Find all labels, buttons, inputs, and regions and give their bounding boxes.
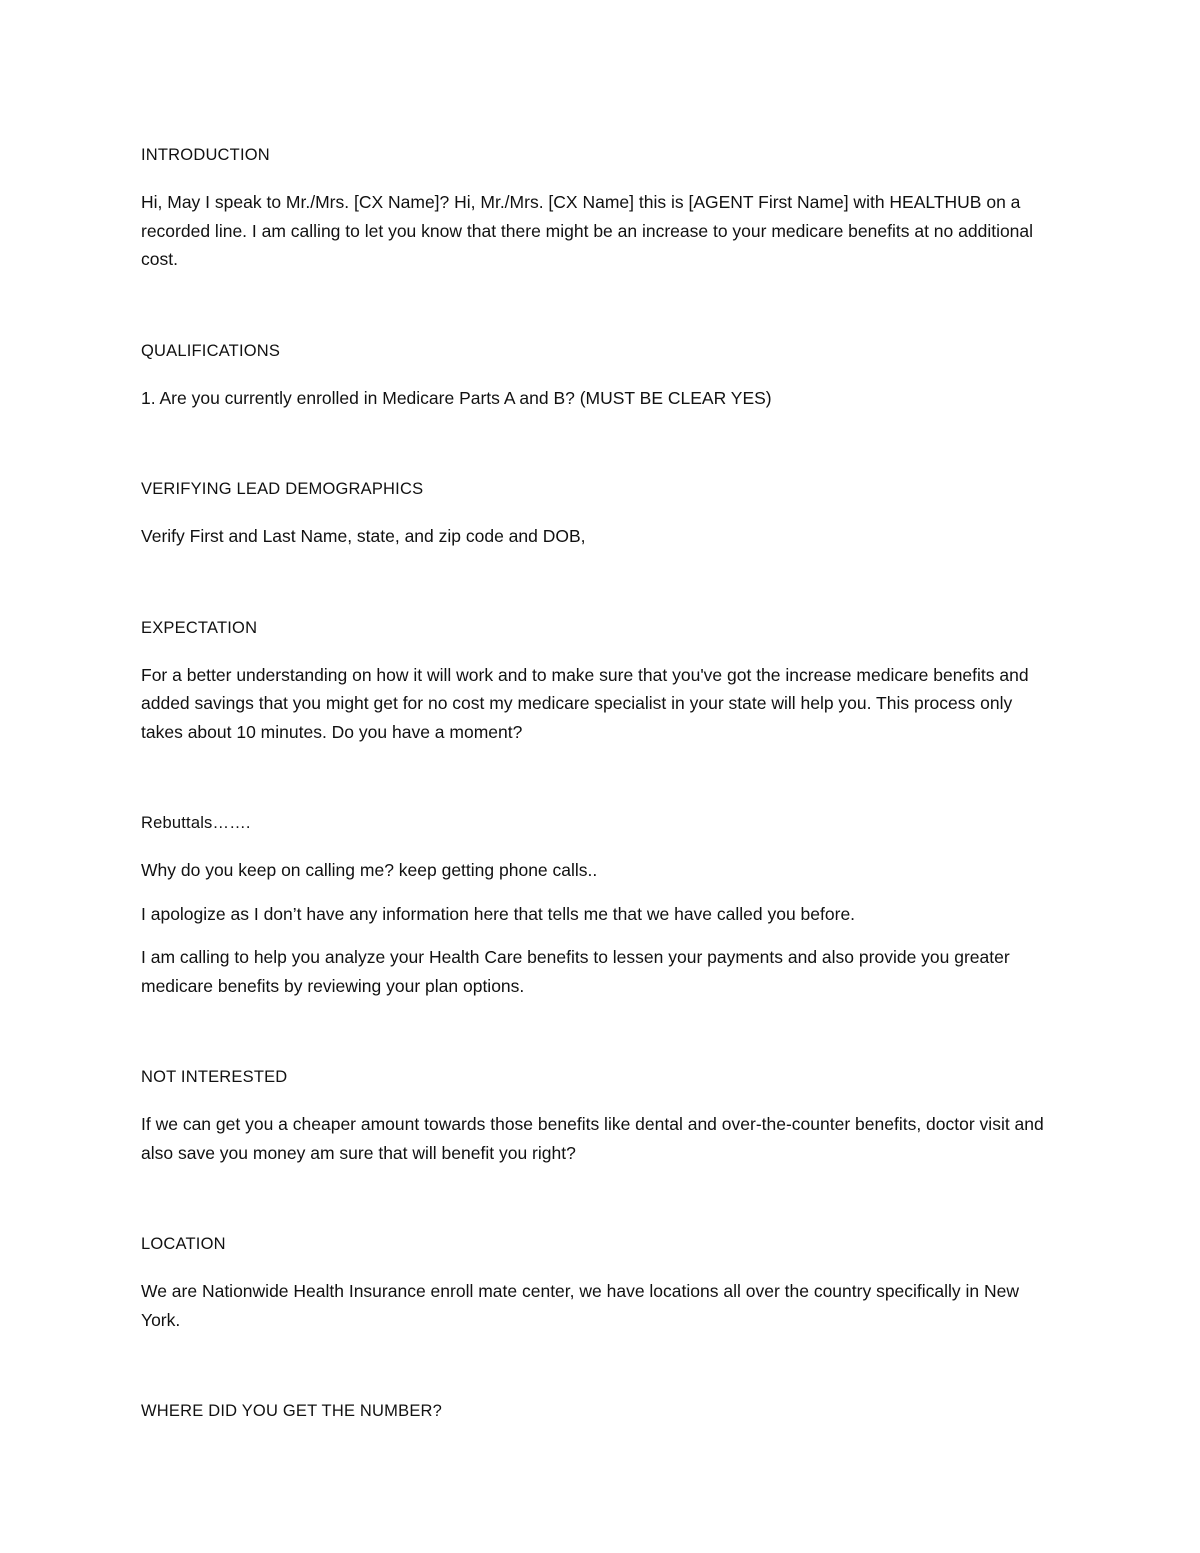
- section-paragraph: Why do you keep on calling me? keep getting phone calls..: [141, 860, 598, 880]
- document-page: [141, 144, 1056, 1488]
- section-heading: INTRODUCTION: [141, 146, 270, 164]
- section-introduction: [141, 144, 1056, 274]
- section-heading: VERIFYING LEAD DEMOGRAPHICS: [141, 480, 424, 498]
- section-heading: QUALIFICATIONS: [141, 341, 281, 360]
- section-paragraph: 1. Are you currently enrolled in Medicare Parts A and B? (MUST BE CLEAR YES): [141, 387, 772, 408]
- section-not-interested: [141, 1066, 1056, 1167]
- section-paragraph: Verify First and Last Name, state, and zip code and DOB,: [141, 526, 586, 546]
- section-heading: EXPECTATION: [141, 618, 258, 637]
- section-rebuttals: [141, 812, 1056, 1000]
- section-paragraph: For a better understanding on how it will work and to make sure that you've got the increase medicare benefits and added savings that you might get for no cost my medicare specialist in your state will help you. This process only takes about 10 minutes. Do you have a moment?: [141, 664, 1029, 742]
- section-paragraph: I apologize as I don’t have any information here that tells me that we have called you before.: [141, 903, 856, 924]
- section-paragraph: Hi, May I speak to Mr./Mrs. [CX Name]? Hi, Mr./Mrs. [CX Name] this is [AGENT First Name] with HEALTHUB on a recorded line. I am calling to let you know that there might be an increase to your medicare benefits at no additional cost.: [141, 192, 1034, 269]
- section-heading: WHERE DID YOU GET THE NUMBER?: [141, 1402, 443, 1420]
- section-where-number: [141, 1400, 1056, 1422]
- section-paragraph: If we can get you a cheaper amount towards those benefits like dental and over-the-counter benefits, doctor visit and also save you money am sure that will benefit you right?: [141, 1114, 1044, 1163]
- section-heading: NOT INTERESTED: [141, 1068, 288, 1086]
- section-verifying-demographics: [141, 478, 1056, 551]
- section-heading: Rebuttals…….: [141, 814, 251, 832]
- section-location: [141, 1233, 1056, 1334]
- section-qualifications: [141, 340, 1056, 413]
- section-heading: LOCATION: [141, 1235, 226, 1253]
- section-paragraph: I am calling to help you analyze your Health Care benefits to lessen your payments and also provide you greater medicare benefits by reviewing your plan options.: [141, 947, 1010, 996]
- section-expectation: [141, 617, 1056, 747]
- section-paragraph: We are Nationwide Health Insurance enroll mate center, we have locations all over the country specifically in New York.: [141, 1281, 1020, 1330]
